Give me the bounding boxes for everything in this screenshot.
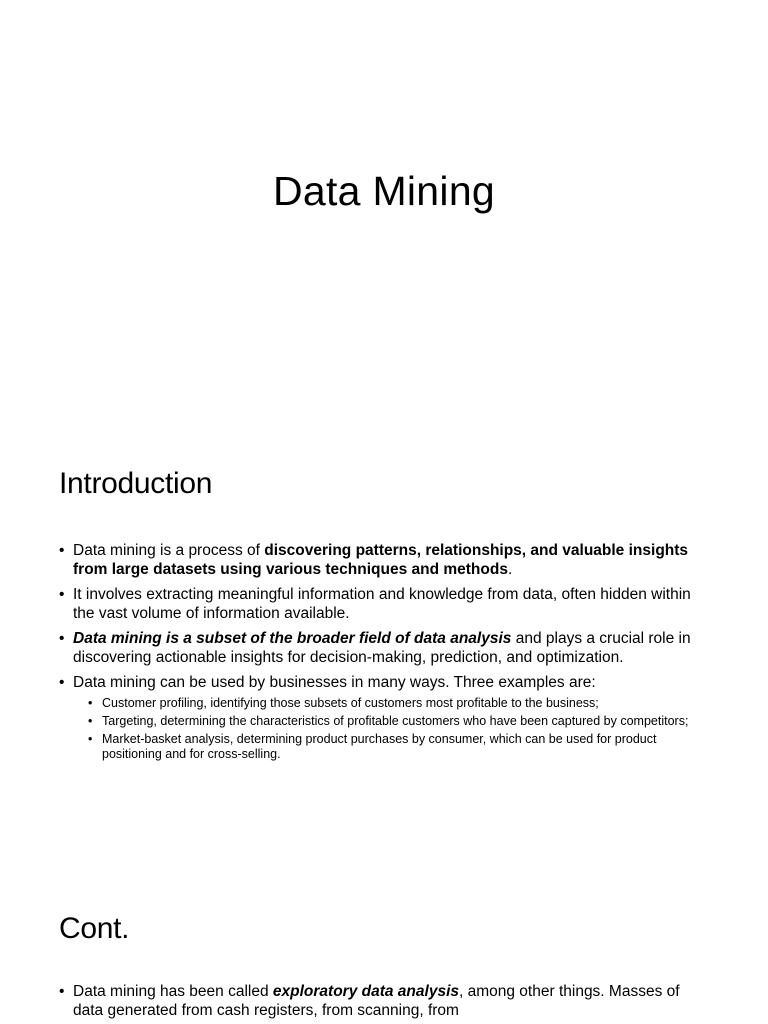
- slide-title: [0, 0, 768, 445]
- bullet-text-bold-italic: Data mining is a subset of the broader field of data analysis: [73, 630, 512, 647]
- bullet-text: Data mining can be used by businesses in many ways. Three examples are:: [73, 674, 596, 691]
- bullet-text: , among other things. Masses of data generated from cash registers, from scanning, from: [73, 983, 680, 1019]
- bullet-text: It involves extracting meaningful information and knowledge from data, often hidden within the vast volume of information available.: [73, 586, 691, 622]
- bullet-icon: •: [59, 630, 65, 647]
- sub-bullet-item: [88, 696, 706, 711]
- bullet-icon: •: [59, 542, 65, 559]
- bullet-icon: •: [59, 586, 65, 603]
- bullet-text: Data mining has been called: [73, 983, 273, 1000]
- sub-bullet-text: Customer profiling, identifying those subsets of customers most profitable to the business;: [102, 696, 599, 710]
- bullet-list: [59, 982, 706, 1024]
- slide-introduction: [0, 445, 768, 890]
- bullet-text-bold: discovering patterns, relationships, and valuable insights from large datasets using various techniques and methods: [73, 542, 689, 578]
- bullet-text: .: [507, 561, 513, 578]
- bullet-list: [59, 541, 706, 768]
- bullet-item: [59, 585, 706, 623]
- bullet-item: [59, 629, 706, 667]
- bullet-icon: •: [88, 696, 93, 710]
- bullet-item: [59, 982, 706, 1020]
- slide-continued: [0, 890, 768, 1024]
- sub-bullet-item: [88, 732, 706, 762]
- sub-bullet-text: Targeting, determining the characteristics of profitable customers who have been captured by competitors;: [102, 714, 689, 728]
- sub-bullet-item: [88, 714, 706, 729]
- bullet-item: [59, 541, 706, 579]
- bullet-icon: •: [59, 674, 65, 691]
- bullet-icon: •: [88, 714, 93, 728]
- bullet-text: and plays a crucial role in discovering actionable insights for decision-making, prediction, and optimization.: [73, 630, 691, 666]
- sub-bullet-list: [73, 696, 706, 762]
- slide-heading: Introduction: [59, 467, 213, 500]
- bullet-icon: •: [88, 732, 93, 746]
- bullet-text: Data mining is a process of: [73, 542, 265, 559]
- slide-heading: Cont.: [59, 912, 130, 945]
- bullet-text-bold-italic: exploratory data analysis: [272, 983, 459, 1000]
- presentation-title: Data Mining: [272, 168, 496, 214]
- bullet-icon: •: [59, 983, 65, 1000]
- sub-bullet-text: Market-basket analysis, determining product purchases by consumer, which can be used for product positioning and for cross-selling.: [102, 732, 657, 761]
- bullet-item: [59, 673, 706, 762]
